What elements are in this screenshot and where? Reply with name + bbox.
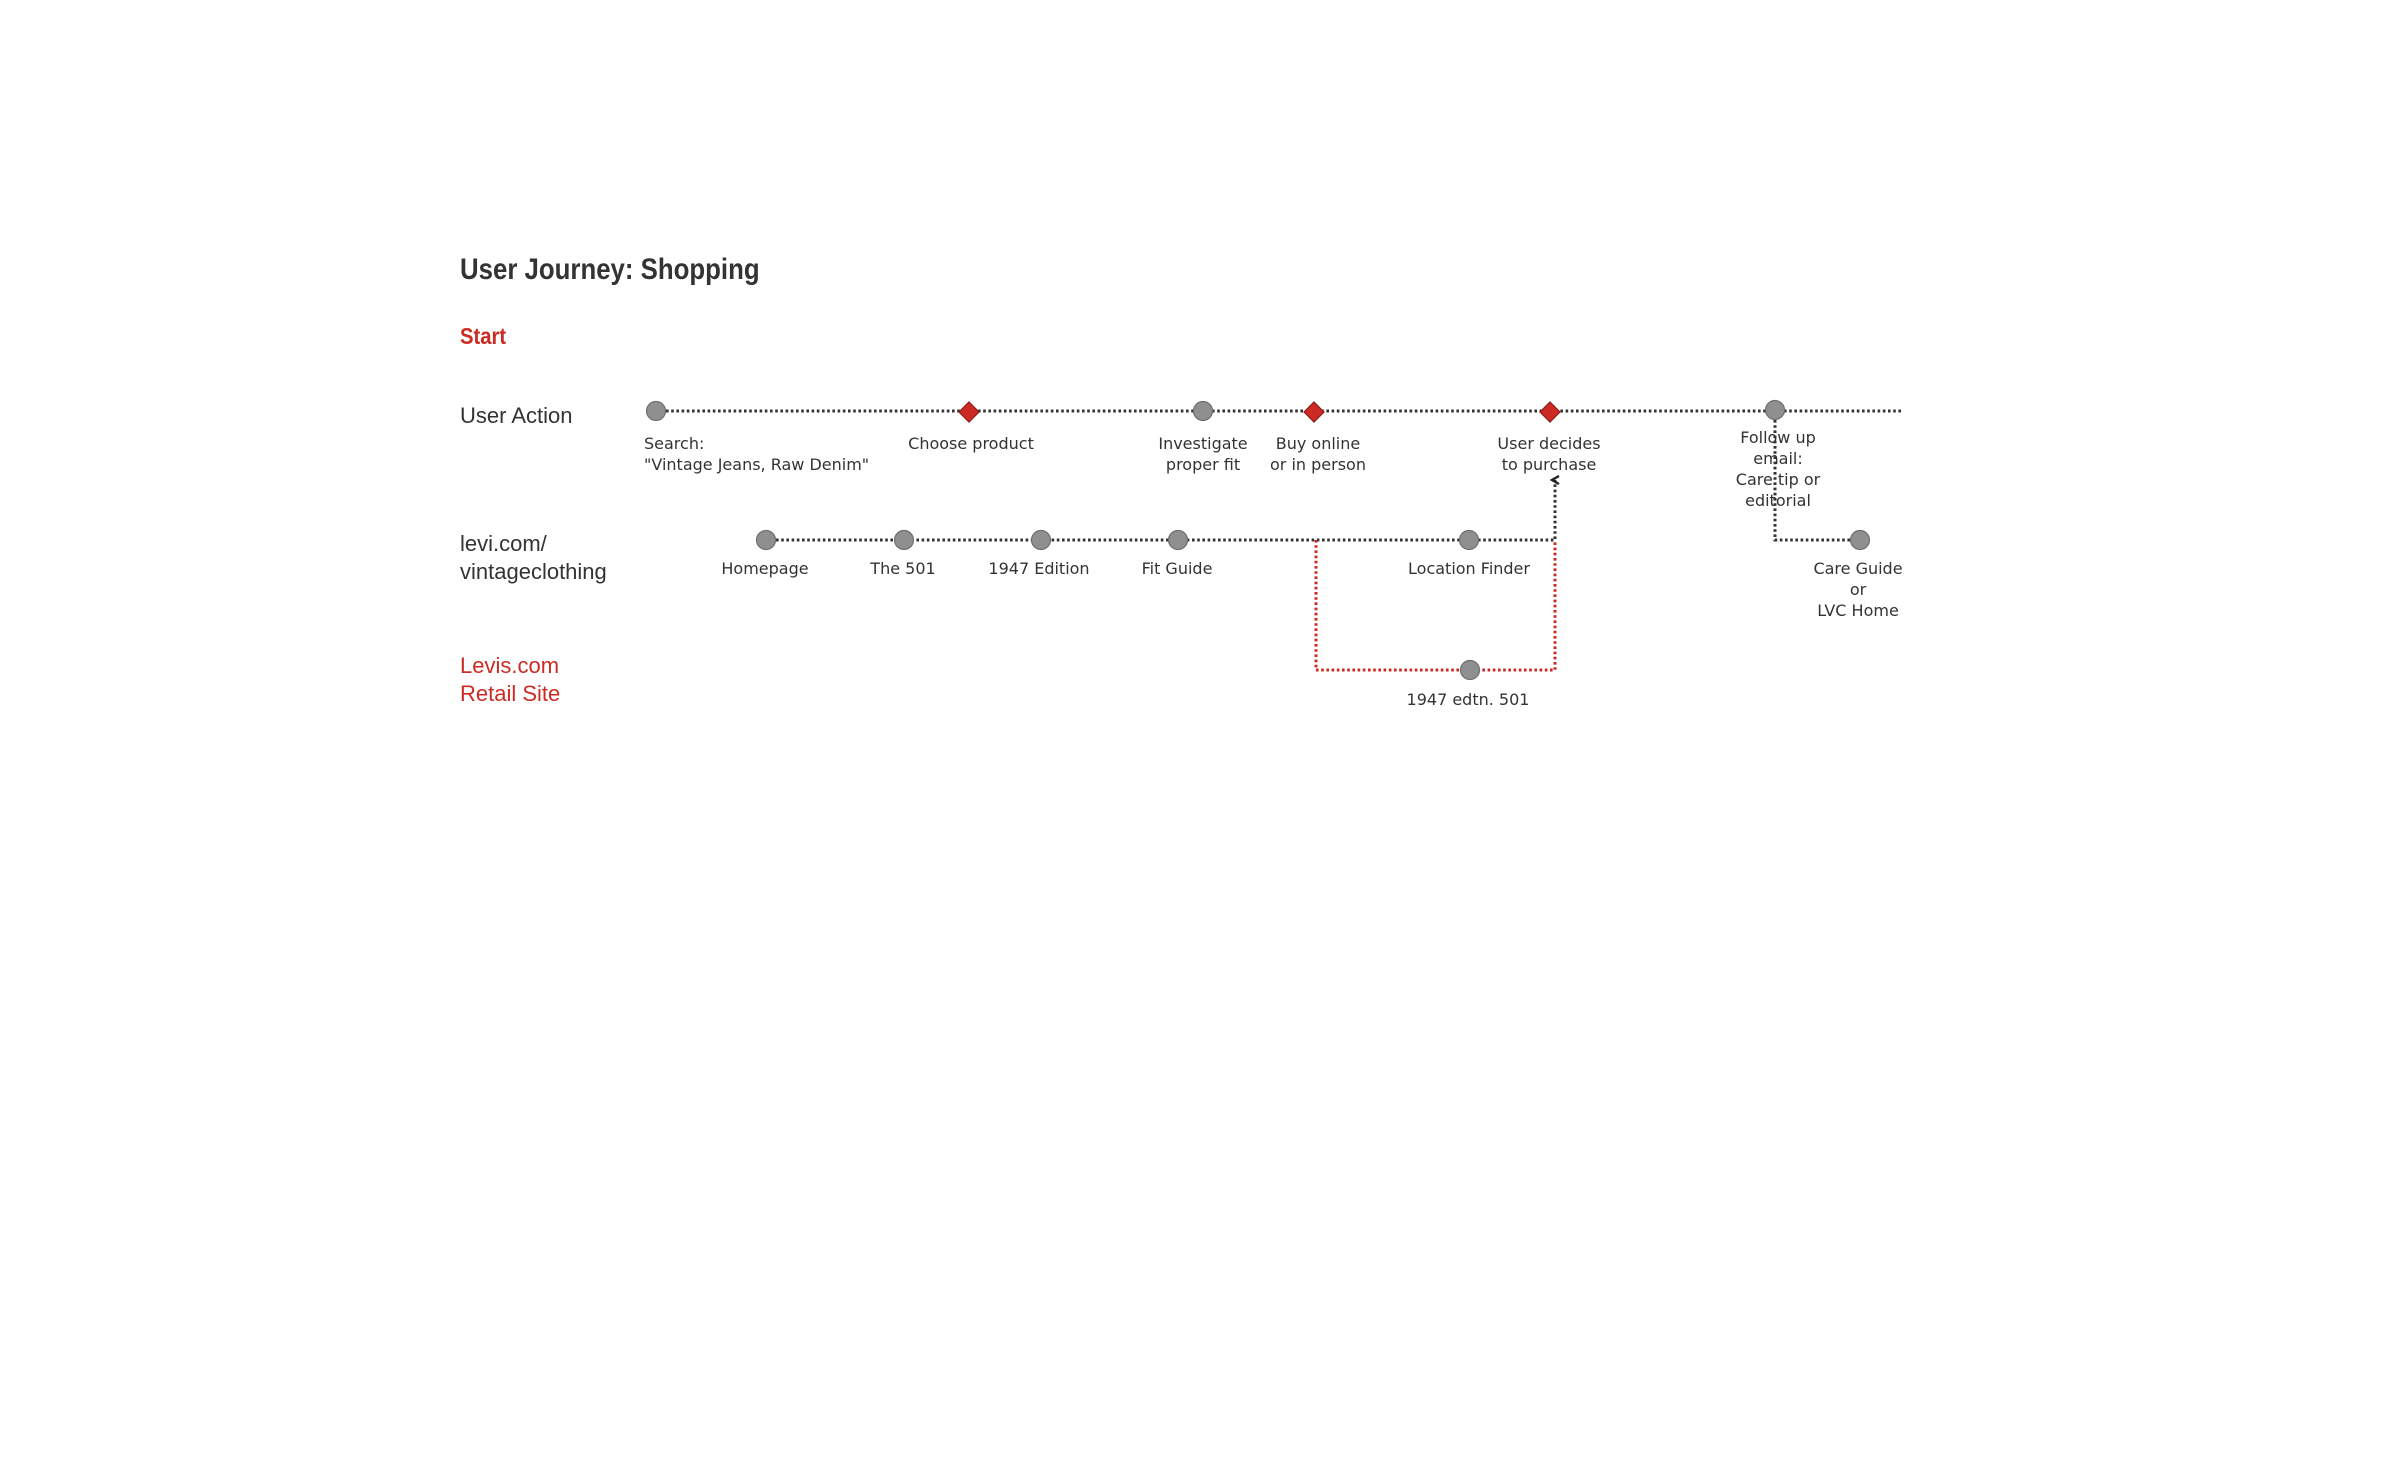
node-label-line: Follow up (1740, 428, 1816, 447)
node-search (647, 402, 666, 421)
node-label-line: editorial (1745, 491, 1811, 510)
node-location-finder (1460, 531, 1479, 550)
node-follow-up (1766, 401, 1785, 420)
node-label-line: Buy online (1275, 434, 1361, 453)
node-fit-guide (1169, 531, 1188, 550)
node-label-fit-guide (1142, 559, 1213, 578)
node-label-line: 1947 edtn. 501 (1406, 690, 1530, 709)
node-label-line: Location Finder (1408, 559, 1530, 578)
node-homepage (757, 531, 776, 550)
node-the-501 (895, 531, 914, 550)
node-label-line: proper fit (1165, 455, 1241, 474)
lane-label-line: Levis.com (460, 653, 560, 678)
node-care-guide (1851, 531, 1870, 550)
node-label-line: Fit Guide (1141, 559, 1213, 578)
node-label-line: email: (1753, 449, 1803, 468)
node-label-line: 1947 Edition (988, 559, 1090, 578)
node-label-investigate-fit (1158, 434, 1247, 474)
node-1947-edition (1032, 531, 1051, 550)
node-buy-online (1304, 402, 1324, 422)
lane-label-line: Retail Site (460, 681, 561, 706)
node-investigate-fit (1194, 402, 1213, 421)
node-choose-product (959, 402, 979, 422)
node-label-line: Investigate (1158, 434, 1248, 453)
node-label-line: LVC Home (1817, 601, 1899, 620)
node-label-homepage (721, 559, 808, 578)
node-label-line: User decides (1497, 434, 1601, 453)
node-label-line: Care Guide (1813, 559, 1903, 578)
node-label-location-finder (1408, 559, 1530, 578)
node-label-choose-product (908, 434, 1034, 453)
node-label-1947-edition (988, 559, 1089, 578)
node-label-the-501 (869, 559, 935, 578)
node-label-line: Search: (644, 434, 705, 453)
node-label-line: or (1849, 580, 1867, 599)
node-label-line: Choose product (908, 434, 1034, 453)
node-label-follow-up (1736, 428, 1821, 510)
lane-label-line: vintageclothing (460, 559, 607, 584)
node-1947-edtn-501 (1461, 661, 1480, 680)
node-label-line: "Vintage Jeans, Raw Denim" (644, 455, 870, 474)
node-user-decides (1540, 402, 1560, 422)
node-label-user-decides (1497, 434, 1600, 474)
start-label: Start (460, 323, 507, 349)
node-label-buy-online (1270, 434, 1366, 474)
node-label-line: Homepage (721, 559, 809, 578)
node-label-line: to purchase (1501, 455, 1597, 474)
node-label-line: Care tip or (1735, 470, 1821, 489)
node-label-line: or in person (1270, 455, 1366, 474)
diagram-title: User Journey: Shopping (460, 253, 760, 286)
node-label-line: The 501 (870, 559, 936, 578)
connector-vintage-track (776, 480, 1555, 540)
node-label-1947-edtn-501 (1407, 690, 1530, 709)
node-label-search (644, 434, 869, 474)
lane-label-line: levi.com/ (460, 531, 547, 556)
lane-label-line: User Action (460, 403, 573, 428)
node-label-care-guide (1813, 559, 1902, 620)
